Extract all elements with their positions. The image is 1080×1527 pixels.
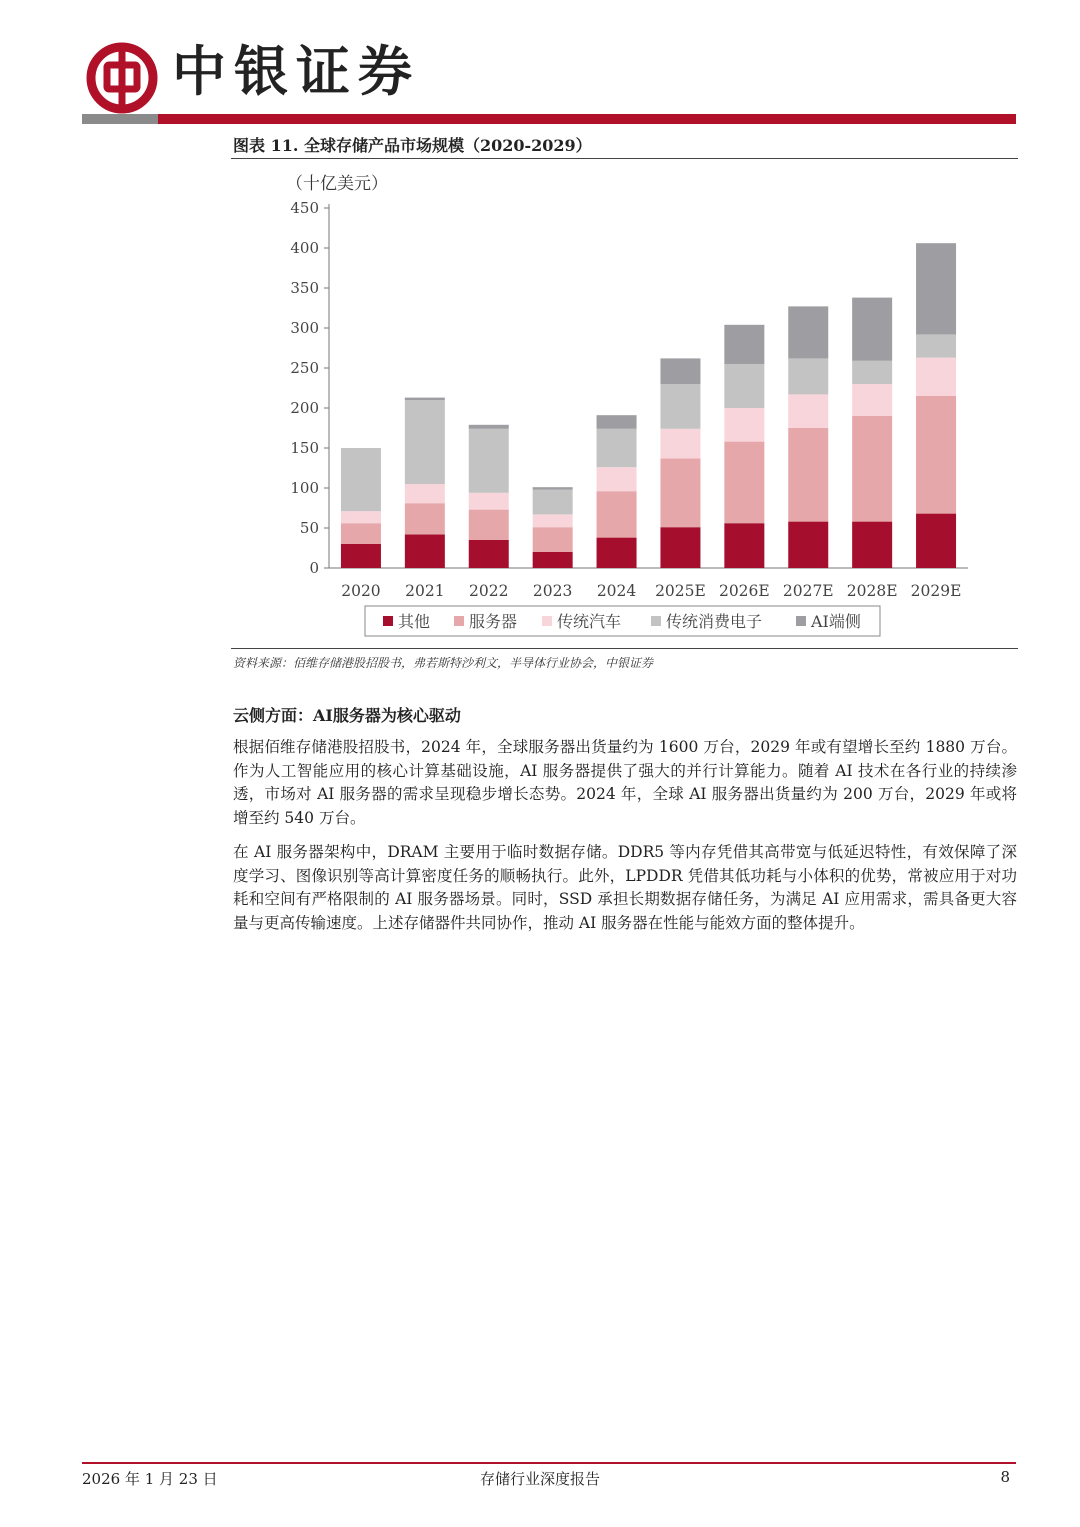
legend-label: AI端侧 (811, 612, 861, 631)
footer-title: 存储行业深度报告 (479, 1470, 600, 1488)
bar-segment-传统汽车-2025E (660, 429, 700, 459)
y-tick-label: 450 (290, 199, 319, 217)
bar-segment-传统汽车-2028E (852, 384, 892, 416)
bar-segment-其他-2020 (341, 544, 381, 568)
x-tick-label: 2027E (782, 582, 834, 600)
legend-swatch (542, 616, 552, 626)
bar-segment-其他-2028E (852, 522, 892, 568)
bar-segment-传统消费电子-2020 (341, 448, 381, 511)
x-tick-label: 2021 (405, 582, 445, 600)
y-tick-label: 150 (290, 439, 319, 457)
legend-label: 服务器 (469, 612, 518, 631)
x-tick-label: 2020 (341, 582, 381, 600)
bar-segment-传统汽车-2021 (405, 484, 445, 503)
bar-segment-服务器-2023 (533, 527, 573, 552)
bar-segment-其他-2026E (724, 523, 764, 568)
bar-segment-AI端侧-2026E (724, 325, 764, 364)
footer-rule (82, 1462, 1016, 1464)
bar-segment-传统消费电子-2024 (597, 429, 637, 467)
y-tick-label: 400 (290, 239, 319, 257)
y-tick-label: 300 (290, 319, 319, 337)
x-tick-label: 2025E (655, 582, 706, 600)
x-tick-label: 2029E (910, 582, 962, 600)
legend-swatch (383, 616, 393, 626)
y-tick-label: 350 (290, 279, 319, 297)
bar-segment-传统汽车-2024 (597, 467, 637, 491)
bar-segment-传统汽车-2020 (341, 511, 381, 523)
brand-name: 中银证券 (172, 39, 420, 103)
bar-segment-传统汽车-2027E (788, 394, 828, 428)
bar-segment-传统汽车-2023 (533, 514, 573, 527)
y-tick-label: 200 (290, 399, 319, 417)
bar-segment-服务器-2028E (852, 416, 892, 522)
y-tick-label: 250 (290, 359, 319, 377)
bar-segment-服务器-2029E (916, 396, 956, 514)
bar-segment-服务器-2022 (469, 510, 509, 540)
bar-segment-传统消费电子-2028E (852, 361, 892, 384)
bar-segment-服务器-2026E (724, 442, 764, 524)
bank-of-china-logo-icon (86, 42, 158, 114)
bar-segment-AI端侧-2025E (660, 358, 700, 384)
bar-segment-其他-2023 (533, 552, 573, 568)
chart-unit-label: （十亿美元） (286, 174, 388, 194)
bar-segment-传统消费电子-2026E (724, 364, 764, 408)
bar-segment-其他-2027E (788, 522, 828, 568)
bar-segment-传统消费电子-2029E (916, 334, 956, 357)
bar-segment-其他-2021 (405, 534, 445, 568)
bar-segment-传统消费电子-2027E (788, 358, 828, 394)
bar-segment-传统消费电子-2021 (405, 400, 445, 484)
bar-segment-其他-2029E (916, 514, 956, 568)
bar-segment-服务器-2021 (405, 503, 445, 534)
stacked-bar-chart (231, 162, 1018, 646)
bar-segment-服务器-2025E (660, 458, 700, 527)
bar-segment-其他-2024 (597, 538, 637, 568)
bar-segment-传统消费电子-2025E (660, 384, 700, 429)
bar-segment-AI端侧-2027E (788, 306, 828, 358)
legend-label: 传统汽车 (557, 612, 622, 631)
bar-segment-传统消费电子-2023 (533, 490, 573, 515)
section-heading: 云侧方面：AI服务器为核心驱动 (233, 706, 461, 725)
bar-segment-传统汽车-2029E (916, 358, 956, 396)
x-tick-label: 2023 (532, 582, 573, 600)
legend-swatch (796, 616, 806, 626)
legend-label: 其他 (398, 612, 431, 631)
bar-segment-服务器-2027E (788, 428, 828, 522)
legend-swatch (651, 616, 661, 626)
bar-segment-AI端侧-2024 (597, 415, 637, 429)
figure-source: 资料来源：佰维存储港股招股书，弗若斯特沙利文，半导体行业协会，中银证券 (233, 656, 654, 670)
page-number: 8 (1000, 1468, 1010, 1486)
bar-segment-AI端侧-2023 (533, 487, 573, 489)
footer-date: 2026 年 1 月 23 日 (82, 1470, 218, 1488)
x-tick-label: 2028E (846, 582, 898, 600)
bar-segment-传统消费电子-2022 (469, 429, 509, 493)
figure-bottom-rule (231, 648, 1018, 649)
bar-segment-其他-2022 (469, 540, 509, 568)
legend-label: 传统消费电子 (666, 612, 763, 631)
legend-swatch (454, 616, 464, 626)
bar-segment-AI端侧-2021 (405, 398, 445, 400)
bar-segment-AI端侧-2022 (469, 425, 509, 429)
figure-title: 图表 11. 全球存储产品市场规模（2020-2029） (233, 136, 592, 155)
paragraph-2: 在 AI 服务器架构中，DRAM 主要用于临时数据存储。DDR5 等内存凭借其高带宽与低延迟特性，有效保障了深度学习、图像识别等高计算密度任务的顺畅执行。此外，LPDDR 凭借其低功耗与小体积的优势，常被应用于对功耗和空间有严格限制的 AI 服务器场景。同时，SSD 承担长期数据存储任务，为满足 AI 应用需求，需具备更大容量与更高传输速度。上述存储器件共同协作，推动 AI 服务器在性能与能效方面的整体提升。 (233, 843, 1017, 932)
x-tick-label: 2024 (596, 582, 637, 600)
bar-segment-传统汽车-2022 (469, 493, 509, 510)
bar-segment-服务器-2024 (597, 491, 637, 537)
header-bar (82, 114, 1016, 124)
bar-segment-AI端侧-2029E (916, 243, 956, 334)
paragraph-1: 根据佰维存储港股招股书，2024 年，全球服务器出货量约为 1600 万台，2029 年或有望增长至约 1880 万台。作为人工智能应用的核心计算基础设施，AI 服务器提供了强大的并行计算能力。随着 AI 技术在各行业的持续渗透，市场对 AI 服务器的需求呈现稳步增长态势。2024 年，全球 AI 服务器出货量约为 200 万台，2029 年或将增至约 540 万台。 (233, 738, 1017, 827)
bar-segment-AI端侧-2028E (852, 298, 892, 361)
x-tick-label: 2026E (718, 582, 770, 600)
bar-segment-传统汽车-2026E (724, 408, 764, 442)
bar-segment-其他-2025E (660, 527, 700, 568)
y-tick-label: 100 (290, 479, 319, 497)
figure-top-rule (231, 158, 1018, 159)
bar-segment-服务器-2020 (341, 523, 381, 544)
x-tick-label: 2022 (469, 582, 509, 600)
y-tick-label: 0 (309, 559, 319, 577)
y-tick-label: 50 (299, 519, 319, 537)
